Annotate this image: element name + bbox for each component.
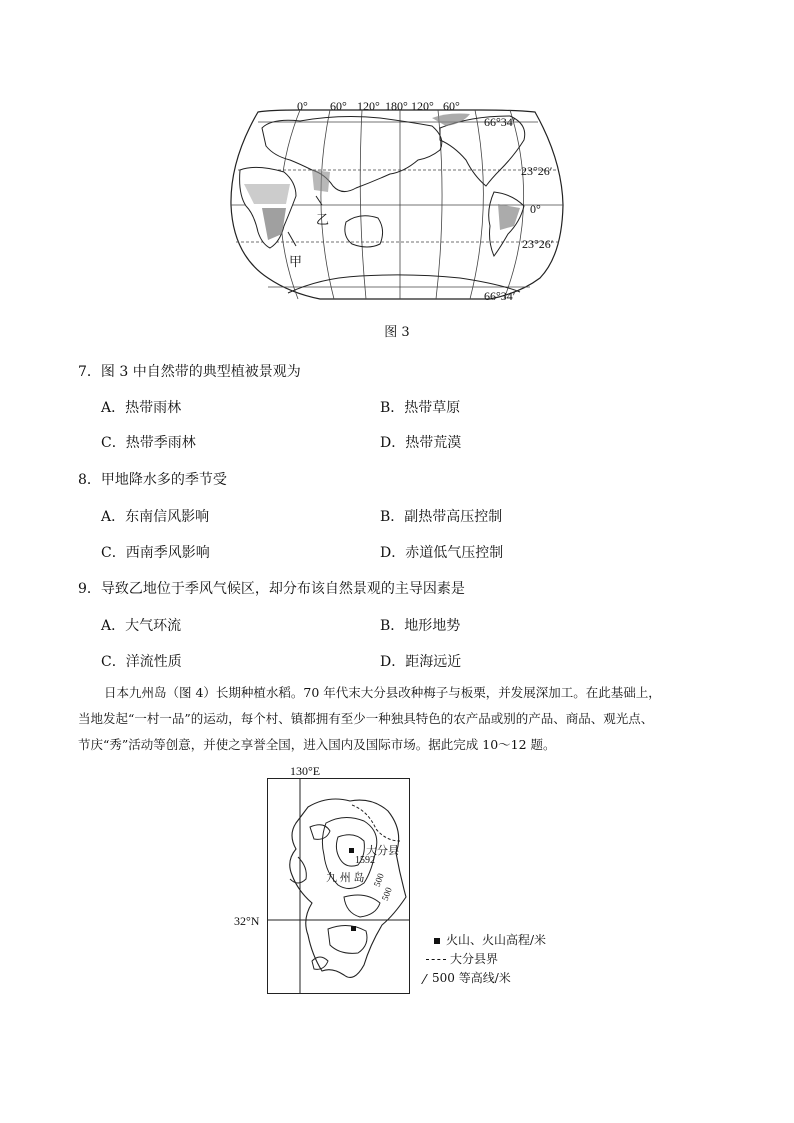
q9-option-c: C．洋流性质 [101, 654, 182, 670]
question-8 [78, 469, 227, 489]
question-text: 导致乙地位于季风气候区，却分布该自然景观的主导因素是 [100, 581, 465, 597]
q7-option-b: B．热带草原 [380, 400, 461, 416]
q8-option-a: A．东南信风影响 [101, 509, 210, 525]
q9-option-b: B．地形地势 [380, 618, 461, 634]
q8-option-d: D．赤道低气压控制 [380, 545, 504, 561]
question-text: 图 3 中自然带的典型植被景观为 [100, 364, 301, 380]
question-number: 9． [78, 581, 101, 597]
q9-option-a: A．大气环流 [101, 618, 182, 634]
lat-label-n-tropic: 23°26′ [521, 164, 553, 178]
passage-line-1: 日本九州岛（图 4）长期种植水稻。70 年代末大分县改种梅子与板栗，并发展深加工。在此基础上， [104, 685, 661, 700]
contour-label-2: 500 [379, 885, 394, 903]
lon-label-1: 60° [330, 99, 347, 113]
question-7 [78, 361, 301, 381]
point-jia-label: 甲 [289, 254, 303, 269]
point-yi-label: 乙 [316, 212, 330, 227]
legend-boundary [426, 950, 498, 967]
question-number: 8． [78, 472, 101, 488]
q7-option-a: A．热带雨林 [101, 400, 182, 416]
world-map-figure [0, 0, 794, 320]
kyushu-island-label: 九 州 岛 [326, 872, 365, 884]
contour-line-icon [421, 974, 432, 984]
legend-boundary-text: 大分县界 [450, 952, 499, 966]
lon-label-4: 120° [411, 99, 434, 113]
question-text: 甲地降水多的季节受 [100, 472, 227, 488]
passage [78, 680, 718, 758]
lat-label-s-tropic: 23°26′ [522, 237, 554, 251]
q9-option-d: D．距海远近 [380, 654, 462, 670]
q7-option-c: C．热带季雨林 [101, 435, 196, 451]
legend-contour-text: 500 等高线/米 [432, 971, 511, 985]
oita-county-label: 大分县 [366, 845, 399, 857]
q8-option-c: C．西南季风影响 [101, 545, 210, 561]
lon-130e-label: 130°E [290, 764, 321, 778]
passage-line-2: 当地发起“一村一品”的运动，每个村、镇都拥有至少一种独具特色的农产品或别的产品、商品、观光点、 [78, 711, 654, 726]
lon-label-0: 0° [297, 99, 308, 113]
figure3-caption: 图 3 [384, 325, 410, 340]
q7-option-d: D．热带荒漠 [380, 435, 462, 451]
passage-line-3: 节庆“秀”活动等创意，并使之享誉全国，进入国内及国际市场。据此完成 10～12 题。 [78, 737, 556, 752]
legend-volcano [434, 931, 546, 948]
question-9 [78, 578, 465, 598]
lon-label-5: 60° [443, 99, 460, 113]
boundary-line-icon [426, 959, 446, 960]
volcano-icon [434, 938, 440, 944]
lat-label-equator: 0° [530, 202, 541, 216]
lat-32n-label: 32°N [234, 914, 260, 928]
lat-label-n-arctic: 66°34′ [484, 115, 516, 129]
volcano-elevation-label: 1592 [355, 855, 375, 866]
question-number: 7． [78, 364, 101, 380]
lat-label-s-antarctic: 66°34′ [484, 289, 516, 303]
q8-option-b: B．副热带高压控制 [380, 509, 503, 525]
legend-contour [424, 969, 511, 986]
lon-label-3: 180° [385, 99, 408, 113]
lon-label-2: 120° [357, 99, 380, 113]
world-map-drawing [0, 0, 794, 320]
legend-volcano-text: 火山、火山高程/米 [446, 933, 547, 947]
contour-label-1: 500 [371, 871, 386, 889]
kyushu-map [267, 778, 410, 994]
